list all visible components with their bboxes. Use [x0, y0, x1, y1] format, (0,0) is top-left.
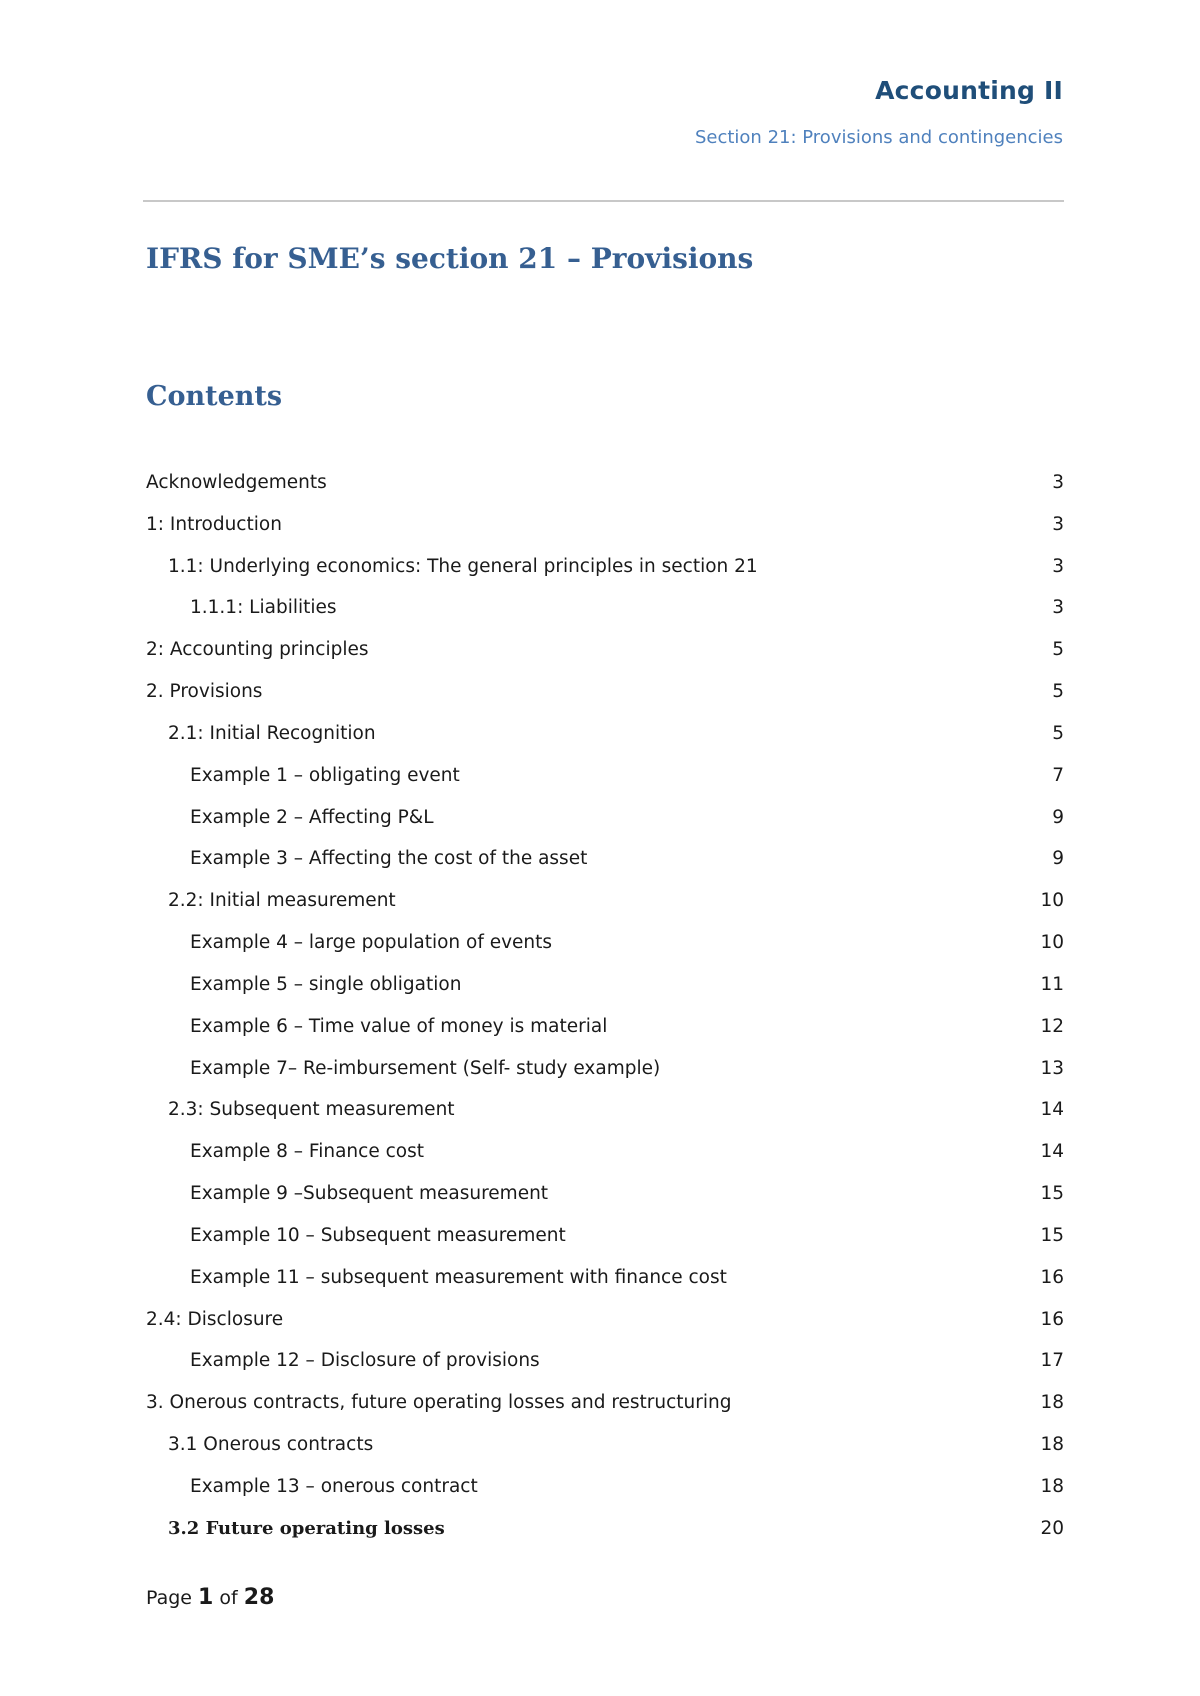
toc-entry[interactable] [146, 886, 1064, 928]
current-page-number: 1 [198, 1585, 214, 1610]
header-divider [143, 200, 1064, 202]
toc-entry-page[interactable]: 5 [1052, 639, 1064, 661]
toc-entry-title[interactable]: 3.1 Onerous contracts [168, 1434, 374, 1456]
toc-entry-title[interactable]: 3. Onerous contracts, future operating losses and restructuring [146, 1392, 732, 1414]
toc-entry-page[interactable]: 5 [1052, 681, 1064, 703]
toc-entry[interactable] [146, 761, 1064, 803]
toc-entry-title[interactable]: Acknowledgements [146, 472, 327, 493]
toc-entry[interactable] [146, 468, 1064, 510]
toc-entry[interactable] [146, 970, 1064, 1012]
toc-entry-title[interactable]: 2.3: Subsequent measurement [168, 1099, 455, 1121]
toc-entry-title[interactable]: 2.4: Disclosure [146, 1308, 284, 1330]
toc-entry[interactable] [146, 593, 1064, 635]
section-subtitle: Section 21: Provisions and contingencies [694, 127, 1063, 148]
toc-entry-page[interactable]: 9 [1052, 806, 1064, 828]
toc-entry-page[interactable]: 14 [1040, 1099, 1064, 1121]
toc-entry-title[interactable]: Example 10 – Subsequent measurement [190, 1224, 566, 1246]
toc-entry-title[interactable]: Example 1 – obligating event [190, 764, 460, 786]
toc-entry-title[interactable]: Example 7– Re-imbursement (Self- study example) [190, 1057, 661, 1079]
toc-entry[interactable] [146, 1305, 1064, 1347]
toc-entry-title[interactable]: 1: Introduction [146, 513, 282, 535]
toc-entry[interactable] [146, 635, 1064, 677]
toc-entry[interactable] [146, 1221, 1064, 1263]
toc-entry-page[interactable]: 16 [1040, 1266, 1064, 1288]
toc-entry-page[interactable]: 5 [1052, 722, 1064, 744]
page-label: Page [146, 1587, 192, 1609]
toc-entry-page[interactable]: 18 [1040, 1475, 1064, 1497]
toc-entry-page[interactable]: 9 [1052, 848, 1064, 870]
toc-entry[interactable] [146, 1388, 1064, 1430]
toc-entry-title[interactable]: 2. Provisions [146, 681, 263, 703]
toc-entry[interactable] [146, 1472, 1064, 1514]
of-label: of [219, 1587, 238, 1609]
toc-entry-page[interactable]: 13 [1040, 1057, 1064, 1079]
toc-entry-page[interactable]: 18 [1040, 1434, 1064, 1456]
toc-entry[interactable] [146, 1095, 1064, 1137]
toc-entry-page[interactable]: 7 [1052, 764, 1064, 786]
toc-entry-title[interactable]: Example 6 – Time value of money is material [190, 1015, 608, 1037]
total-pages-number: 28 [243, 1585, 275, 1610]
toc-entry-title[interactable]: 1.1.1: Liabilities [190, 597, 337, 619]
document-title: IFRS for SME’s section 21 – Provisions [146, 242, 754, 275]
toc-entry[interactable] [146, 1514, 1064, 1556]
toc-entry-title[interactable]: 2.2: Initial measurement [168, 890, 396, 912]
toc-entry[interactable] [146, 1179, 1064, 1221]
toc-entry-title[interactable]: 2: Accounting principles [146, 639, 369, 661]
toc-entry-title[interactable]: Example 8 – Finance cost [190, 1141, 424, 1163]
toc-entry-title[interactable]: Example 12 – Disclosure of provisions [190, 1350, 540, 1372]
toc-entry-title[interactable]: Example 13 – onerous contract [190, 1475, 478, 1497]
toc-entry-page[interactable]: 12 [1040, 1015, 1064, 1037]
page-footer [146, 1585, 274, 1610]
toc-entry-title[interactable]: 1.1: Underlying economics: The general principles in section 21 [168, 555, 758, 577]
toc-entry-page[interactable]: 18 [1040, 1392, 1064, 1414]
toc-entry[interactable] [146, 719, 1064, 761]
toc-entry-title[interactable]: 3.2 Future operating losses [168, 1517, 445, 1539]
course-title: Accounting II [875, 76, 1063, 105]
toc-entry[interactable] [146, 844, 1064, 886]
toc-entry-page[interactable]: 3 [1052, 597, 1064, 619]
toc-entry-page[interactable]: 20 [1040, 1517, 1064, 1539]
toc-entry-title[interactable]: Example 5 – single obligation [190, 973, 462, 995]
table-of-contents [146, 468, 1064, 1556]
toc-entry[interactable] [146, 1012, 1064, 1054]
toc-entry-title[interactable]: Example 3 – Affecting the cost of the asset [190, 848, 588, 870]
toc-entry-page[interactable]: 10 [1040, 890, 1064, 912]
toc-entry-page[interactable]: 15 [1040, 1224, 1064, 1246]
toc-entry-title[interactable]: Example 9 –Subsequent measurement [190, 1183, 549, 1205]
toc-entry[interactable] [146, 1263, 1064, 1305]
toc-entry[interactable] [146, 803, 1064, 845]
toc-entry-page[interactable]: 11 [1040, 973, 1064, 995]
toc-entry-title[interactable]: 2.1: Initial Recognition [168, 722, 376, 744]
toc-entry[interactable] [146, 1137, 1064, 1179]
toc-entry-title[interactable]: Example 2 – Affecting P&L [190, 806, 434, 828]
toc-entry[interactable] [146, 1054, 1064, 1096]
contents-heading: Contents [146, 381, 283, 412]
toc-entry-page[interactable]: 3 [1052, 513, 1064, 535]
toc-entry[interactable] [146, 552, 1064, 594]
toc-entry-page[interactable]: 3 [1052, 555, 1064, 577]
toc-entry-page[interactable]: 16 [1040, 1308, 1064, 1330]
toc-entry[interactable] [146, 928, 1064, 970]
toc-entry[interactable] [146, 677, 1064, 719]
toc-entry-page[interactable]: 15 [1040, 1183, 1064, 1205]
toc-entry-page[interactable]: 10 [1040, 932, 1064, 954]
toc-entry[interactable] [146, 1430, 1064, 1472]
toc-entry[interactable] [146, 510, 1064, 552]
toc-entry-page[interactable]: 14 [1040, 1141, 1064, 1163]
toc-entry-page[interactable]: 17 [1040, 1350, 1064, 1372]
toc-entry-title[interactable]: Example 4 – large population of events [190, 932, 553, 954]
toc-entry-title[interactable]: Example 11 – subsequent measurement with finance cost [190, 1266, 727, 1288]
toc-entry[interactable] [146, 1346, 1064, 1388]
toc-entry-page[interactable]: 3 [1052, 472, 1064, 493]
